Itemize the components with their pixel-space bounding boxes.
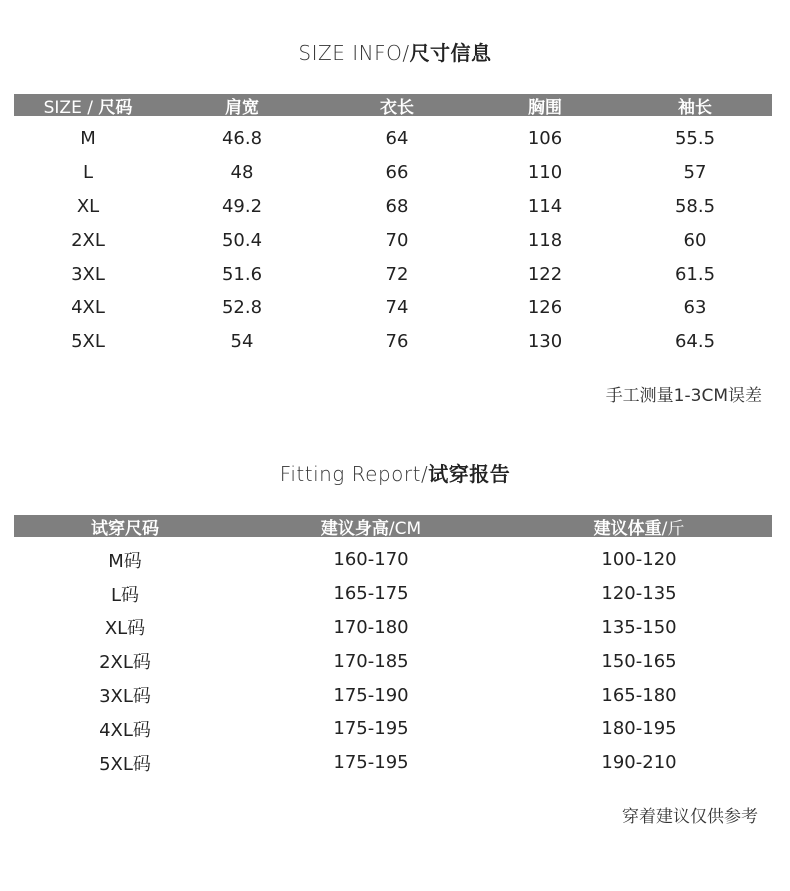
header-height-label: 建议身高 <box>320 518 389 539</box>
cell-fit-size: 2XL码 <box>99 652 151 674</box>
cell-fit-size: 3XL码 <box>99 686 151 708</box>
cell-weight: 150-165 <box>601 650 677 672</box>
fitting-advice-note: 穿着建议仅供参考 <box>622 807 758 827</box>
table-row <box>14 678 772 712</box>
header-shoulder <box>162 93 322 118</box>
header-size <box>14 93 162 118</box>
table-row <box>14 291 772 325</box>
size-info-title <box>0 37 790 66</box>
table-row <box>14 577 772 611</box>
cell-height: 175-195 <box>333 752 409 774</box>
cell-size: 3XL <box>71 263 105 285</box>
cell-sleeve: 58.5 <box>674 195 716 217</box>
cell-height: 175-190 <box>333 684 409 706</box>
cell-weight: 180-195 <box>601 718 677 740</box>
table-row <box>14 746 772 780</box>
cell-chest: 118 <box>527 229 563 251</box>
header-fit-size-label: 试穿尺码 <box>91 518 159 539</box>
measurement-error-note: 手工测量1-3CM误差 <box>605 386 762 406</box>
cell-length: 74 <box>385 297 409 319</box>
size-info-title-en: SIZE INFO/ <box>298 41 410 65</box>
cell-length: 68 <box>385 195 409 217</box>
header-weight-unit: /斤 <box>661 518 685 539</box>
fitting-report-title-zh: 试穿报告 <box>428 462 511 486</box>
cell-chest: 114 <box>527 195 563 217</box>
cell-fit-size: 5XL码 <box>99 753 151 775</box>
cell-length: 70 <box>385 229 409 251</box>
cell-chest: 110 <box>527 162 563 184</box>
cell-weight: 120-135 <box>601 583 677 605</box>
cell-length: 76 <box>385 331 409 353</box>
cell-size: 5XL <box>71 331 105 353</box>
table-row <box>14 611 772 645</box>
cell-shoulder: 48 <box>230 162 254 184</box>
cell-fit-size: L码 <box>110 584 140 606</box>
header-length <box>322 93 472 118</box>
header-height-unit: /CM <box>388 518 422 539</box>
cell-size: M <box>80 128 96 150</box>
size-table <box>14 94 772 359</box>
cell-height: 165-175 <box>333 583 409 605</box>
cell-height: 175-195 <box>333 718 409 740</box>
size-table-body <box>14 116 772 359</box>
cell-sleeve: 57 <box>683 162 707 184</box>
cell-height: 170-185 <box>333 650 409 672</box>
header-height <box>236 514 506 539</box>
table-row <box>14 712 772 746</box>
fitting-report-title <box>0 458 790 487</box>
header-chest <box>472 93 618 118</box>
header-sleeve <box>618 93 772 118</box>
cell-size: 4XL <box>71 297 105 319</box>
fitting-report-title-en: Fitting Report/ <box>279 462 429 486</box>
cell-chest: 130 <box>527 331 563 353</box>
cell-sleeve: 61.5 <box>674 263 716 285</box>
fitting-table-body <box>14 537 772 780</box>
size-table-header <box>14 94 772 116</box>
cell-shoulder: 52.8 <box>221 297 263 319</box>
header-size-zh: 尺码 <box>98 97 133 118</box>
cell-chest: 106 <box>527 128 563 150</box>
header-weight <box>506 514 772 539</box>
table-row <box>14 644 772 678</box>
cell-sleeve: 55.5 <box>674 128 716 150</box>
cell-shoulder: 49.2 <box>221 195 263 217</box>
cell-height: 170-180 <box>333 616 409 638</box>
table-row <box>14 325 772 359</box>
header-weight-label: 建议体重 <box>593 518 662 539</box>
cell-shoulder: 50.4 <box>221 229 263 251</box>
header-chest-label: 胸围 <box>528 97 562 118</box>
cell-size: XL <box>76 195 100 217</box>
fitting-table-header <box>14 515 772 537</box>
cell-weight: 165-180 <box>601 684 677 706</box>
cell-length: 64 <box>385 128 409 150</box>
table-row <box>14 223 772 257</box>
header-shoulder-label: 肩宽 <box>225 97 259 118</box>
table-row <box>14 122 772 156</box>
cell-fit-size: 4XL码 <box>99 719 151 741</box>
cell-fit-size: XL码 <box>104 618 146 640</box>
fitting-table <box>14 515 772 780</box>
cell-shoulder: 51.6 <box>221 263 263 285</box>
cell-length: 72 <box>385 263 409 285</box>
size-info-title-zh: 尺寸信息 <box>409 41 492 65</box>
cell-sleeve: 63 <box>683 297 707 319</box>
cell-shoulder: 46.8 <box>221 128 263 150</box>
cell-height: 160-170 <box>333 549 409 571</box>
cell-shoulder: 54 <box>230 331 254 353</box>
table-row <box>14 257 772 291</box>
cell-weight: 100-120 <box>601 549 677 571</box>
cell-chest: 126 <box>527 297 563 319</box>
table-row <box>14 156 772 190</box>
cell-chest: 122 <box>527 263 563 285</box>
table-row <box>14 543 772 577</box>
header-sleeve-label: 袖长 <box>678 97 712 118</box>
cell-fit-size: M码 <box>108 550 142 572</box>
cell-weight: 135-150 <box>601 616 677 638</box>
cell-weight: 190-210 <box>601 752 677 774</box>
cell-sleeve: 64.5 <box>674 331 716 353</box>
cell-size: 2XL <box>71 229 105 251</box>
cell-length: 66 <box>385 162 409 184</box>
cell-sleeve: 60 <box>683 229 707 251</box>
header-length-label: 衣长 <box>380 97 414 118</box>
header-size-en: SIZE / <box>43 97 99 118</box>
table-row <box>14 190 772 224</box>
header-fit-size <box>14 514 236 539</box>
cell-size: L <box>82 162 94 184</box>
